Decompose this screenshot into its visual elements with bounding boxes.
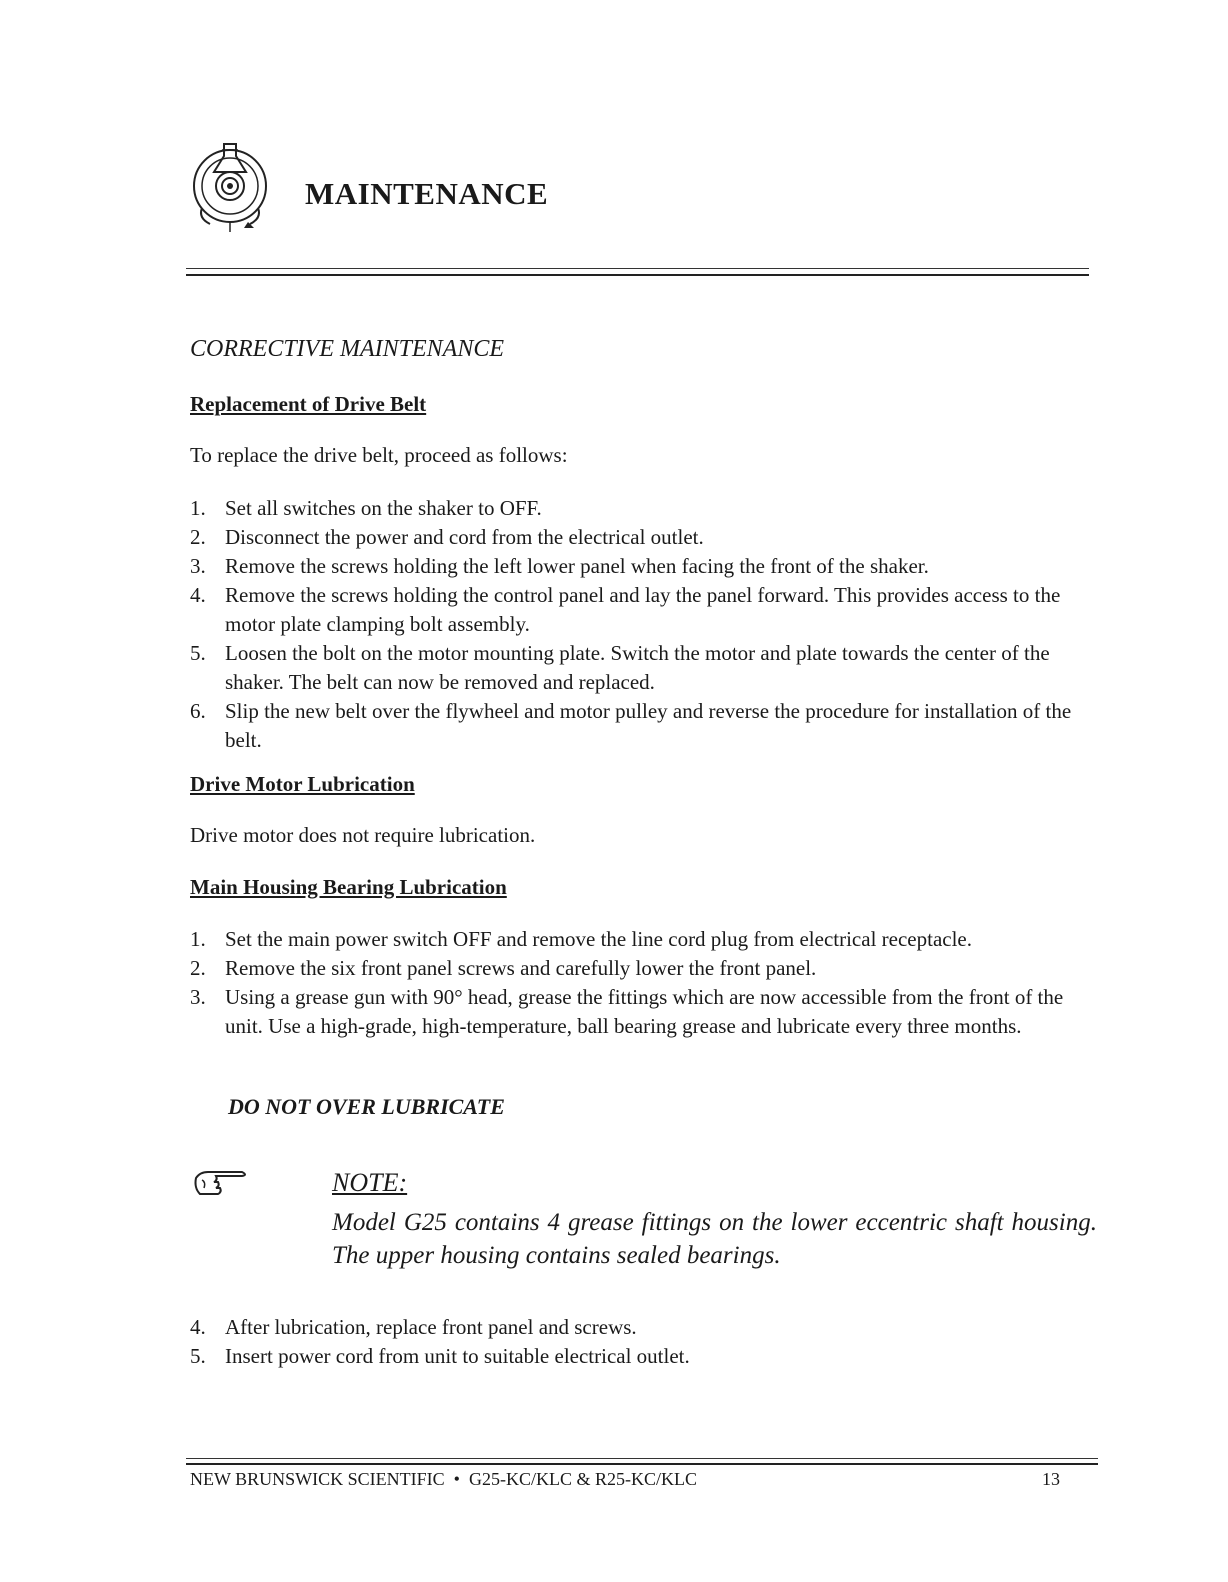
list-item: [190, 925, 1080, 954]
step-text: Remove the six front panel screws and carefully lower the front panel.: [225, 956, 817, 980]
list-item: [190, 494, 1080, 523]
page-number: 13: [1042, 1469, 1060, 1489]
drive-belt-intro: To replace the drive belt, proceed as follows:: [190, 443, 568, 467]
step-number: 2.: [190, 956, 206, 980]
step-text: Disconnect the power and cord from the electrical outlet.: [225, 525, 704, 549]
step-text: Remove the screws holding the control panel and lay the panel forward. This provides access to the motor plate clamping bolt assembly.: [225, 583, 1061, 636]
footer-text: NEW BRUNSWICK SCIENTIFIC • G25-KC/KLC & R25-KC/KLC: [190, 1469, 697, 1489]
list-item: [190, 581, 1080, 639]
header-divider: [186, 268, 1089, 276]
step-number: 2.: [190, 525, 206, 549]
list-item: [190, 639, 1080, 697]
note-text: Model G25 contains 4 grease fittings on the lower eccentric shaft housing. The upper housing contains sealed bearings.: [332, 1209, 1097, 1269]
list-item: [190, 983, 1080, 1041]
page-title: MAINTENANCE: [305, 176, 549, 211]
step-number: 3.: [190, 554, 206, 578]
list-item: [190, 1313, 1080, 1342]
step-number: 6.: [190, 699, 206, 723]
bearing-steps-continued: [190, 1313, 1080, 1371]
pointing-hand-icon: [192, 1168, 254, 1198]
step-number: 3.: [190, 985, 206, 1009]
list-item: [190, 523, 1080, 552]
step-text: Using a grease gun with 90° head, grease the fittings which are now accessible from the front of the unit. Use a high-grade, high-temperature, ball bearing grease and lubricate every three months.: [225, 985, 1064, 1038]
section-title: CORRECTIVE MAINTENANCE: [190, 336, 504, 362]
step-number: 4.: [190, 583, 206, 607]
step-text: Remove the screws holding the left lower panel when facing the front of the shaker.: [225, 554, 929, 578]
step-number: 1.: [190, 496, 206, 520]
step-text: After lubrication, replace front panel and screws.: [225, 1315, 637, 1339]
step-text: Insert power cord from unit to suitable electrical outlet.: [225, 1344, 690, 1368]
drive-belt-heading: Replacement of Drive Belt: [190, 392, 427, 416]
step-text: Loosen the bolt on the motor mounting plate. Switch the motor and plate towards the center of the shaker. The belt can now be removed and replaced.: [225, 641, 1050, 694]
list-item: [190, 1342, 1080, 1371]
bearing-steps: [190, 925, 1080, 1041]
footer-divider: [186, 1458, 1098, 1465]
over-lubricate-warning: DO NOT OVER LUBRICATE: [228, 1094, 505, 1119]
drive-motor-text: Drive motor does not require lubrication.: [190, 823, 536, 847]
bearing-heading: Main Housing Bearing Lubrication: [190, 875, 507, 899]
step-number: 4.: [190, 1315, 206, 1339]
step-number: 5.: [190, 1344, 206, 1368]
step-text: Set the main power switch OFF and remove the line cord plug from electrical receptacle.: [225, 927, 972, 951]
step-number: 5.: [190, 641, 206, 665]
drive-motor-heading: Drive Motor Lubrication: [190, 772, 415, 796]
list-item: [190, 954, 1080, 983]
list-item: [190, 697, 1080, 755]
list-item: [190, 552, 1080, 581]
step-text: Slip the new belt over the flywheel and motor pulley and reverse the procedure for installation of the belt.: [225, 699, 1072, 752]
step-number: 1.: [190, 927, 206, 951]
flask-shaker-logo-icon: [188, 138, 272, 234]
step-text: Set all switches on the shaker to OFF.: [225, 496, 542, 520]
drive-belt-steps: [190, 494, 1080, 755]
note-heading: NOTE:: [332, 1168, 408, 1197]
